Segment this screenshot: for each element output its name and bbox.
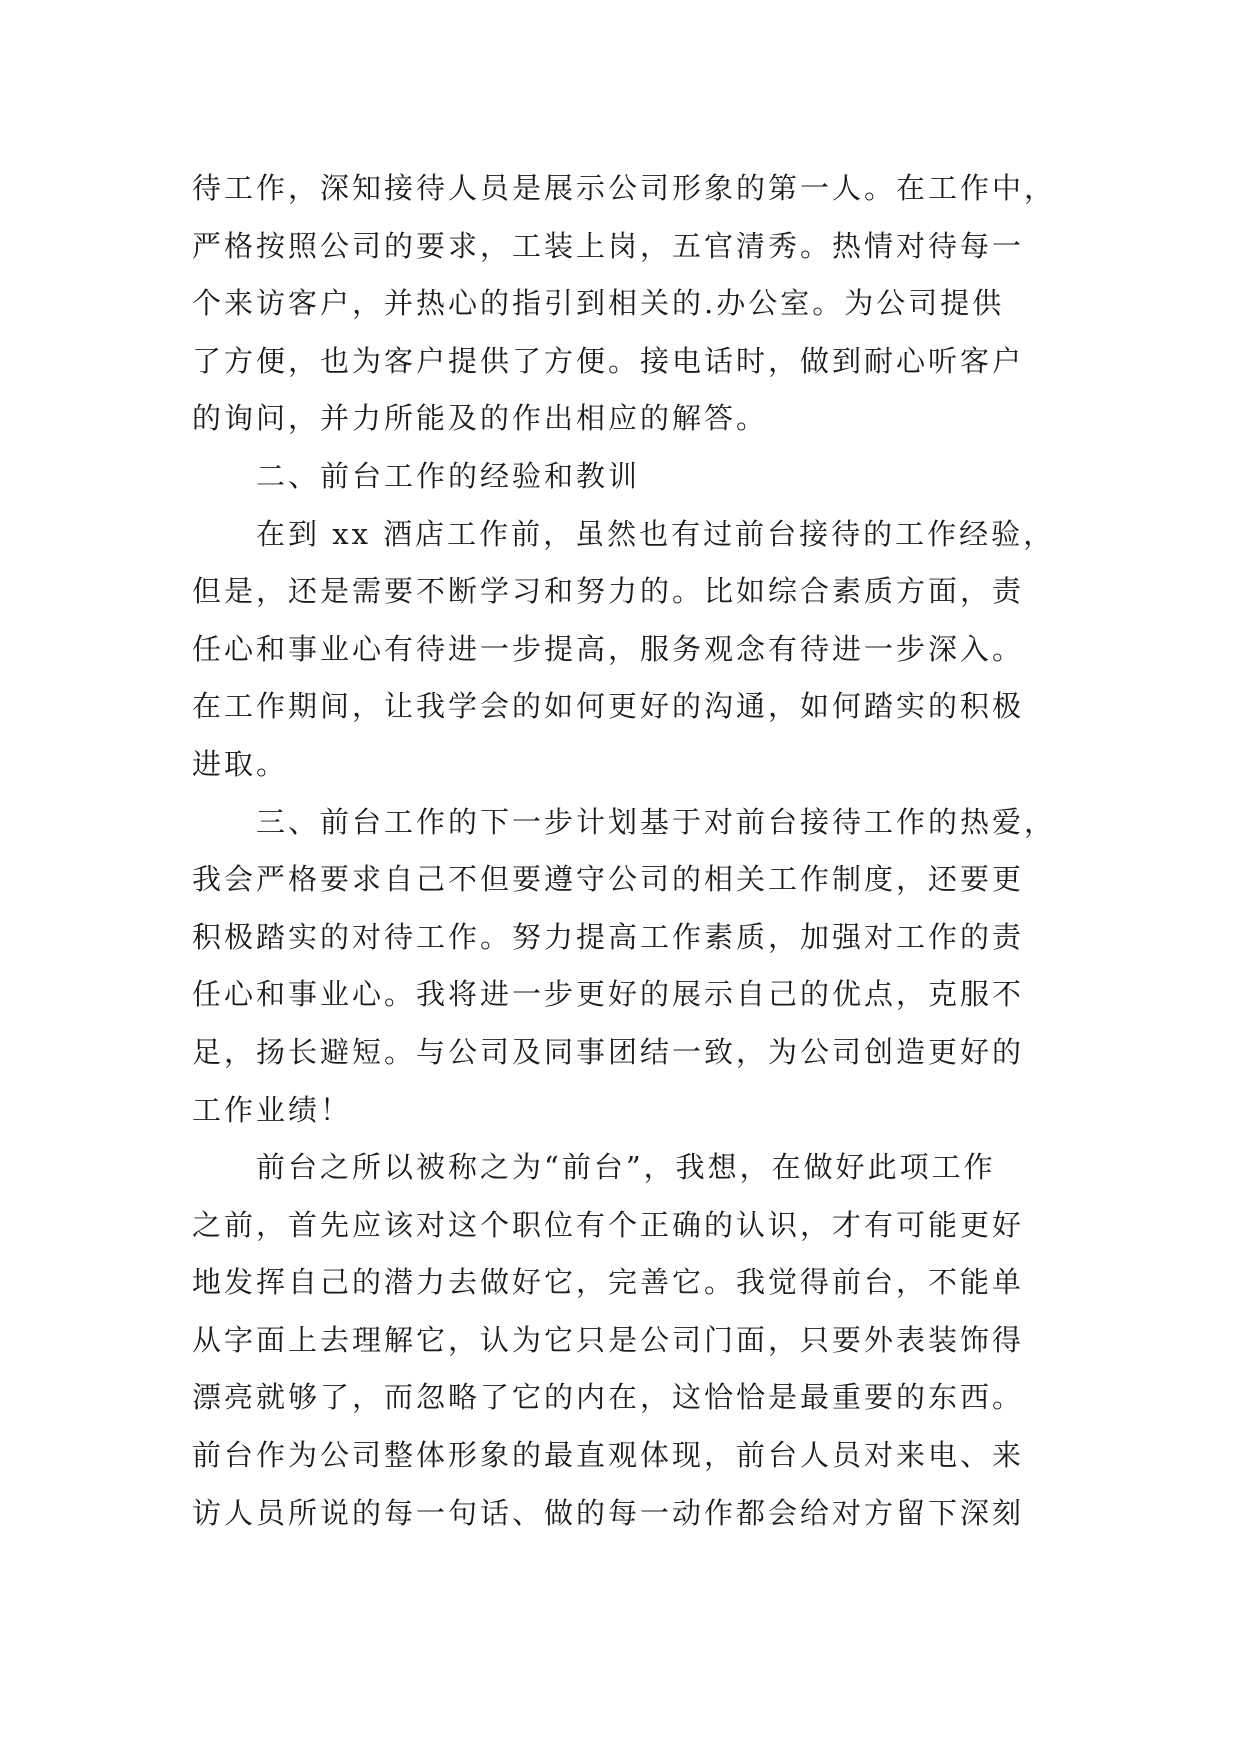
text-line: 的询问，并力所能及的作出相应的解答。 — [192, 401, 769, 436]
text-line: 工作业绩！ — [192, 1092, 353, 1127]
text-line: 任心和事业心有待进一步提高，服务观念有待进一步深入。 — [192, 631, 1025, 666]
text-line: 访人员所说的每一句话、做的每一动作都会给对方留下深刻 — [192, 1495, 1025, 1530]
text-line: 漂亮就够了，而忽略了它的内在，这恰恰是最重要的东西。 — [192, 1380, 1025, 1415]
text-line: 足，扬长避短。与公司及同事团结一致，为公司创造更好的 — [192, 1034, 1025, 1069]
text-line: 三、前台工作的下一步计划基于对前台接待工作的热爱， — [256, 804, 1057, 839]
text-line: 任心和事业心。我将进一步更好的展示自己的优点，克服不 — [192, 977, 1025, 1012]
text-line: 严格按照公司的要求，工装上岗，五官清秀。热情对待每一 — [192, 228, 1025, 263]
text-line: 之前，首先应该对这个职位有个正确的认识，才有可能更好 — [192, 1207, 1025, 1242]
text-line: 我会严格要求自己不但要遵守公司的相关工作制度，还要更 — [192, 862, 1025, 897]
text-line: 从字面上去理解它，认为它只是公司门面，只要外表装饰得 — [192, 1322, 1025, 1357]
text-line: 进取。 — [192, 746, 289, 781]
text-line: 地发挥自己的潜力去做好它，完善它。我觉得前台，不能单 — [192, 1265, 1025, 1300]
text-line: 在到 xx 酒店工作前，虽然也有过前台接待的工作经验， — [256, 516, 1056, 551]
text-line: 二、前台工作的经验和教训 — [256, 458, 641, 493]
document-body — [192, 160, 1092, 1542]
text-line: 前台之所以被称之为“前台”，我想，在做好此项工作 — [256, 1150, 996, 1185]
text-line: 在工作期间，让我学会的如何更好的沟通，如何踏实的积极 — [192, 689, 1025, 724]
text-line: 但是，还是需要不断学习和努力的。比如综合素质方面，责 — [192, 574, 1025, 609]
text-line: 积极踏实的对待工作。努力提高工作素质，加强对工作的责 — [192, 919, 1025, 954]
text-line: 前台作为公司整体形象的最直观体现，前台人员对来电、来 — [192, 1438, 1025, 1473]
text-line: 了方便，也为客户提供了方便。接电话时，做到耐心听客户 — [192, 343, 1025, 378]
text-line: 待工作，深知接待人员是展示公司形象的第一人。在工作中， — [192, 171, 1057, 205]
text-line: 个来访客户，并热心的指引到相关的.办公室。为公司提供 — [192, 286, 1005, 321]
